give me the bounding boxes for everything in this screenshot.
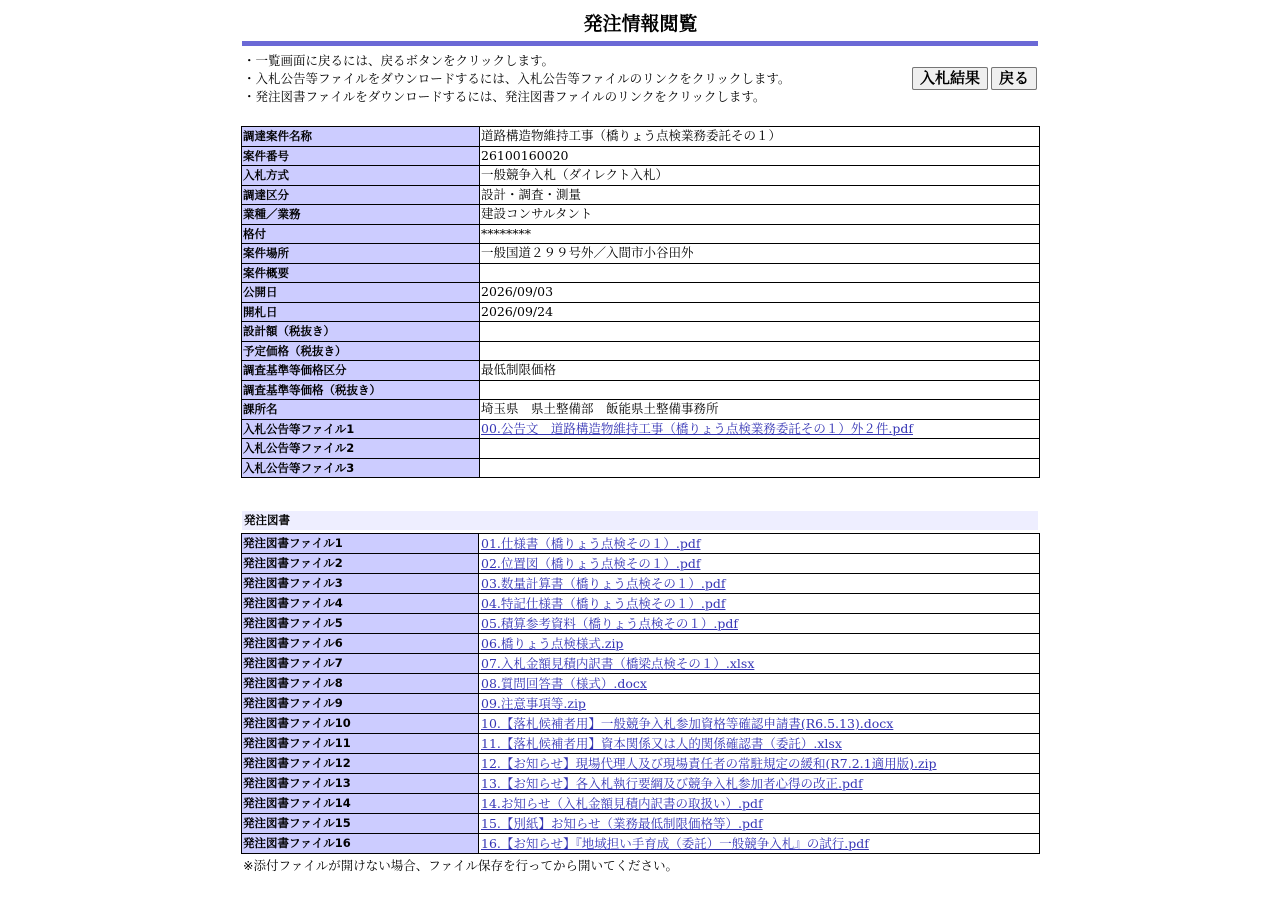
info-row (242, 380, 1040, 400)
footnote: ※添付ファイルが開けない場合、ファイル保存を行ってから開いてください。 (243, 858, 678, 873)
file-download-link[interactable]: 16.【お知らせ】『地域担い手育成（委託）一般競争入札』の試行.pdf (481, 836, 869, 851)
drawing-files-table (241, 533, 1040, 854)
file-row (242, 634, 1040, 654)
row-value (480, 263, 1040, 283)
row-value (479, 794, 1040, 814)
row-label: 入札方式 (242, 166, 480, 186)
bid-result-button[interactable]: 入札結果 (912, 67, 988, 90)
file-download-link[interactable]: 12.【お知らせ】現場代理人及び現場責任者の常駐規定の緩和(R7.2.1適用版).zip (481, 756, 937, 771)
file-row (242, 774, 1040, 794)
file-row (242, 714, 1040, 734)
instruction-drawing-download: ・発注図書ファイルをダウンロードするには、発注図書ファイルのリンクをクリックします。 (243, 89, 766, 104)
row-label: 案件場所 (242, 244, 480, 264)
title-underline (242, 41, 1038, 46)
row-label: 発注図書ファイル11 (242, 734, 479, 754)
row-label: 発注図書ファイル7 (242, 654, 479, 674)
instructions (243, 52, 903, 106)
info-row (242, 127, 1040, 147)
row-label: 発注図書ファイル12 (242, 754, 479, 774)
file-download-link[interactable]: 09.注意事項等.zip (481, 696, 586, 711)
row-label: 発注図書ファイル2 (242, 554, 479, 574)
file-row (242, 574, 1040, 594)
row-label: 発注図書ファイル13 (242, 774, 479, 794)
file-download-link[interactable]: 10.【落札候補者用】一般競争入札参加資格等確認申請書(R6.5.13).docx (481, 716, 894, 731)
file-download-link[interactable]: 00.公告文 道路構造物維持工事（橋りょう点検業務委託その１）外２件.pdf (481, 420, 913, 436)
file-download-link[interactable]: 06.橋りょう点検様式.zip (481, 636, 624, 651)
file-row (242, 694, 1040, 714)
row-value (479, 734, 1040, 754)
row-label: 発注図書ファイル15 (242, 814, 479, 834)
file-download-link[interactable]: 05.積算参考資料（橋りょう点検その１）.pdf (481, 616, 738, 631)
row-value: 最低制限価格 (480, 361, 1040, 381)
row-value: 2026/09/03 (480, 283, 1040, 303)
row-value: 一般国道２９９号外／入間市小谷田外 (480, 244, 1040, 264)
row-value: 設計・調査・測量 (480, 185, 1040, 205)
row-value (479, 614, 1040, 634)
row-label: 入札公告等ファイル1 (242, 419, 480, 439)
row-value (480, 380, 1040, 400)
row-value (479, 774, 1040, 794)
info-row (242, 185, 1040, 205)
row-value (479, 834, 1040, 854)
row-value (480, 419, 1040, 439)
row-label: 発注図書ファイル14 (242, 794, 479, 814)
info-row (242, 166, 1040, 186)
row-label: 予定価格（税抜き） (242, 341, 480, 361)
file-download-link[interactable]: 08.質問回答書（様式）.docx (481, 676, 647, 691)
file-row (242, 814, 1040, 834)
info-row (242, 458, 1040, 478)
row-value: 埼玉県 県土整備部 飯能県土整備事務所 (480, 400, 1040, 420)
row-value (480, 458, 1040, 478)
file-row (242, 794, 1040, 814)
row-value (480, 322, 1040, 342)
row-value (479, 574, 1040, 594)
file-row (242, 554, 1040, 574)
instruction-notice-download: ・入札公告等ファイルをダウンロードするには、入札公告等ファイルのリンクをクリックします。 (243, 71, 791, 86)
page-title: 発注情報閲覧 (583, 13, 698, 35)
row-label: 調達案件名称 (242, 127, 480, 147)
file-row (242, 754, 1040, 774)
row-label: 開札日 (242, 302, 480, 322)
row-label: 業種／業務 (242, 205, 480, 225)
row-label: 発注図書ファイル6 (242, 634, 479, 654)
info-row (242, 146, 1040, 166)
row-label: 入札公告等ファイル2 (242, 439, 480, 459)
row-value (479, 534, 1040, 554)
info-row (242, 205, 1040, 225)
row-value (479, 694, 1040, 714)
info-row (242, 244, 1040, 264)
file-row (242, 674, 1040, 694)
row-label: 発注図書ファイル16 (242, 834, 479, 854)
file-download-link[interactable]: 13.【お知らせ】各入札執行要綱及び競争入札参加者心得の改正.pdf (481, 776, 863, 791)
row-value: 26100160020 (480, 146, 1040, 166)
row-value (480, 439, 1040, 459)
row-value (479, 654, 1040, 674)
file-download-link[interactable]: 03.数量計算書（橋りょう点検その１）.pdf (481, 576, 726, 591)
file-download-link[interactable]: 04.特記仕様書（橋りょう点検その１）.pdf (481, 596, 726, 611)
row-label: 調査基準等価格（税抜き） (242, 380, 480, 400)
row-value (479, 634, 1040, 654)
order-info-table (241, 126, 1040, 478)
instruction-back: ・一覧画面に戻るには、戻るボタンをクリックします。 (243, 53, 555, 68)
row-value (480, 341, 1040, 361)
row-value (479, 554, 1040, 574)
file-row (242, 834, 1040, 854)
file-row (242, 734, 1040, 754)
row-label: 案件番号 (242, 146, 480, 166)
info-row (242, 224, 1040, 244)
info-row (242, 322, 1040, 342)
info-row (242, 283, 1040, 303)
row-value (479, 814, 1040, 834)
file-download-link[interactable]: 15.【別紙】お知らせ（業務最低制限価格等）.pdf (481, 816, 763, 831)
file-download-link[interactable]: 11.【落札候補者用】資本関係又は人的関係確認書（委託）.xlsx (481, 736, 842, 751)
row-label: 案件概要 (242, 263, 480, 283)
back-button[interactable]: 戻る (991, 67, 1037, 90)
info-row (242, 439, 1040, 459)
row-label: 課所名 (242, 400, 480, 420)
info-row (242, 361, 1040, 381)
row-label: 発注図書ファイル9 (242, 694, 479, 714)
row-label: 発注図書ファイル8 (242, 674, 479, 694)
row-value: 2026/09/24 (480, 302, 1040, 322)
row-value: 道路構造物維持工事（橋りょう点検業務委託その１） (480, 127, 1040, 147)
row-label: 発注図書ファイル10 (242, 714, 479, 734)
row-label: 発注図書ファイル4 (242, 594, 479, 614)
row-value: 建設コンサルタント (480, 205, 1040, 225)
row-value (479, 714, 1040, 734)
file-row (242, 594, 1040, 614)
row-label: 発注図書ファイル5 (242, 614, 479, 634)
row-value (479, 594, 1040, 614)
row-label: 格付 (242, 224, 480, 244)
row-label: 調査基準等価格区分 (242, 361, 480, 381)
row-label: 発注図書ファイル1 (242, 534, 479, 554)
row-value (479, 674, 1040, 694)
info-row (242, 302, 1040, 322)
file-row (242, 614, 1040, 634)
file-download-link[interactable]: 01.仕様書（橋りょう点検その１）.pdf (481, 536, 701, 551)
row-label: 発注図書ファイル3 (242, 574, 479, 594)
info-row (242, 419, 1040, 439)
row-label: 公開日 (242, 283, 480, 303)
info-row (242, 263, 1040, 283)
row-label: 設計額（税抜き） (242, 322, 480, 342)
row-value: 一般競争入札（ダイレクト入札） (480, 166, 1040, 186)
row-label: 調達区分 (242, 185, 480, 205)
section-title-drawings: 発注図書 (242, 511, 1038, 530)
file-row (242, 534, 1040, 554)
file-download-link[interactable]: 02.位置図（橋りょう点検その１）.pdf (481, 556, 701, 571)
file-download-link[interactable]: 14.お知らせ（入札金額見積内訳書の取扱い）.pdf (481, 796, 763, 811)
row-value (479, 754, 1040, 774)
row-label: 入札公告等ファイル3 (242, 458, 480, 478)
file-row (242, 654, 1040, 674)
row-value: ******** (480, 224, 1040, 244)
file-download-link[interactable]: 07.入札金額見積内訳書（橋梁点検その１）.xlsx (481, 656, 755, 671)
info-row (242, 341, 1040, 361)
info-row (242, 400, 1040, 420)
